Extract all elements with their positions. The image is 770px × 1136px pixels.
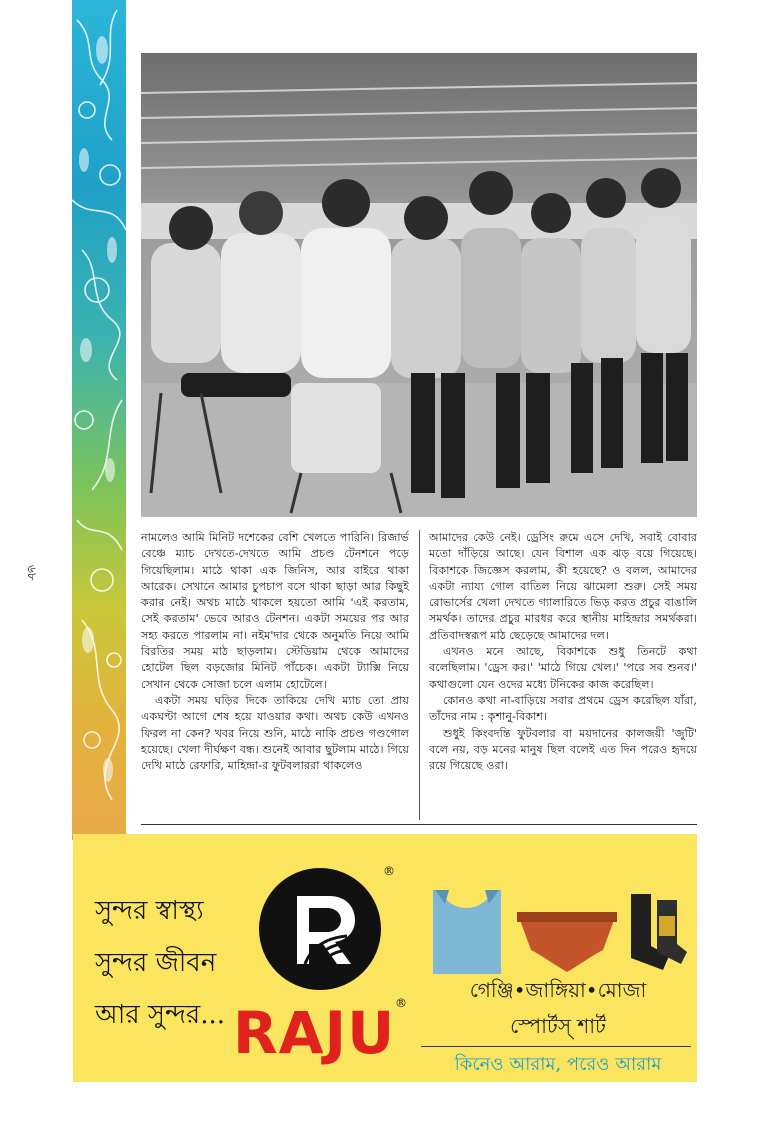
registered-mark: ®	[383, 864, 395, 878]
ad-divider	[421, 1046, 691, 1047]
registered-mark: ®	[395, 996, 407, 1010]
paragraph: শুধুই কিংবদন্তি ফুটবলার বা ময়দানের কালজয়ী 'জুটি' বলে নয়, বড় মনের মানুষ ছিল বলেই এত দিন পরেও হৃদয়ে রয়ে গিয়েছে ওরা।	[429, 726, 697, 773]
brand-name: RAJU	[233, 999, 396, 1067]
floral-pattern-icon	[72, 0, 126, 840]
ad-tagline-line: সুন্দর স্বাস্থ্য	[95, 896, 204, 926]
article-column-right	[429, 530, 697, 774]
paragraph: নামলেও আমি মিনিট দশেকের বেশি খেলতে পারিনি। রিজার্ভ বেঞ্চে ম্যাচ দেখতে-দেখতে আমি প্রচণ্ড টেনশনে পড়ে গিয়েছিলাম। মাঠে থাকা এক জিনিস, আর বাইরে থাকা আরেক। সেখানে আমার চুপচাপ বসে থাকা ছাড়া আর কিছুই করার নেই। অথচ মাঠে থাকলে হয়তো আমি 'এই করতাম, সেই করতাম' ভেবে আরও টেনশন। একটা সময়ের পর আর সহ্য করতে পারলাম না। নইম'দার থেকে অনুমতি নিয়ে আমি বিরতির সময় মাঠ ছাড়লাম। স্টেডিয়াম থেকে আমাদের হোটেল ছিল বড়জোর মিনিট পাঁচেক। একটা ট্যাক্সি নিয়ে সেখান থেকে সোজা চলে এলাম হোটেলে।	[141, 531, 409, 691]
page-number: ৬৮	[25, 565, 39, 581]
product-images	[431, 886, 689, 976]
product-list: গেঞ্জি•জাঙ্গিয়া•মোজা	[469, 978, 647, 1002]
vest-icon	[433, 890, 501, 974]
team-bench-photo	[141, 53, 697, 517]
bottom-rule	[141, 824, 697, 825]
column-divider	[419, 530, 420, 820]
paragraph: আমাদের কেউ নেই। ড্রেসিং রুমে এসে দেখি, সবাই বোবার মতো দাঁড়িয়ে আছে। যেন বিশাল এক ঝড় বয়ে গিয়েছে। বিকাশকে জিজ্ঞেস করলাম, কী হয়েছে? ও বলল, আমাদের একটা ন্যায্য গোল বাতিল নিয়ে ঝামেলা শুরু। সেই সময় রোভার্সের খেলা দেখতে গ্যালারিতে ভিড় করত প্রচুর বাঙালি সমর্থক। তাদের প্রচুর মারধর করে স্থানীয় মাহিন্দ্রার সমর্থকরা। প্রতিবাদস্বরূপ মাঠ ছেড়েছে আমাদের দল।	[429, 531, 697, 642]
article-column-left	[141, 530, 409, 774]
paragraph: এখনও মনে আছে, বিকাশকে শুধু তিনটে কথা বলেছিলাম। 'ড্রেস কর।' 'মাঠে গিয়ে খেল।' 'পরে সব শুনব।' কথাগুলো যেন ওদের মধ্যে টনিকের কাজ করেছিল।	[429, 645, 697, 691]
ad-slogan: কিনেও আরাম, পরেও আরাম	[454, 1054, 662, 1075]
article-body	[141, 530, 697, 820]
paragraph: একটা সময় ঘড়ির দিকে তাকিয়ে দেখি ম্যাচ তো প্রায় একঘণ্টা আগে শেষ হয়ে যাওয়ার কথা। অথচ কেউ এখনও ফিরল না কেন? খবর নিয়ে শুনি, মাঠে নাকি প্রচণ্ড গণ্ডগোল হয়েছে। খেলা দীর্ঘক্ষণ বন্ধ। শুনেই আবার ছুটলাম মাঠে। গিয়ে দেখি মাঠে রেফারি, মাহিন্দ্রা-র ফুটবলাররা থাকলেও	[141, 693, 409, 773]
decorative-side-strip	[72, 0, 126, 840]
ad-tagline-line: সুন্দর জীবন	[95, 948, 217, 978]
raju-advertisement	[73, 834, 697, 1082]
product-list: স্পোর্টস্ শার্ট	[510, 1014, 606, 1038]
brand-logo-icon	[259, 868, 381, 990]
brief-icon	[517, 912, 617, 972]
ad-tagline-line: আর সুন্দর...	[95, 1000, 226, 1030]
paragraph: কোনও কথা না-বাড়িয়ে সবার প্রথমে ড্রেস করেছিল যাঁরা, তাঁদের নাম : কৃশানু-বিকাশ।	[429, 693, 697, 724]
socks-icon	[631, 894, 687, 970]
